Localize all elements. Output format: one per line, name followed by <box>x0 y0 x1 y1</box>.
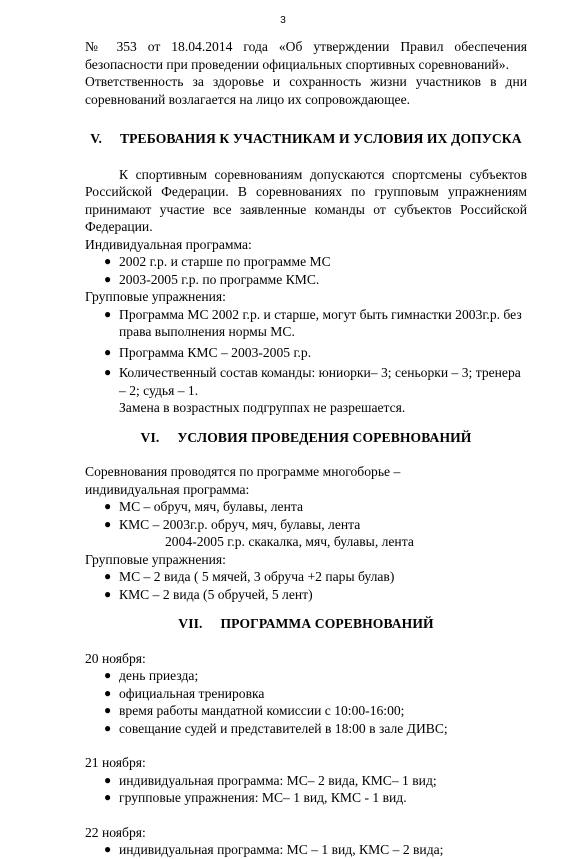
bullet-icon: ● <box>104 842 112 856</box>
bullet-icon: ● <box>104 365 112 379</box>
bullet-icon: ● <box>104 790 112 804</box>
section-6-intro-2: индивидуальная программа: <box>85 481 250 497</box>
section-7-number: VII. <box>178 616 203 631</box>
group-exercises-list <box>85 306 527 400</box>
section-7-heading <box>85 615 527 633</box>
group-exercises-label: Групповые упражнения: <box>85 289 226 304</box>
intro-paragraph-2: Ответственность за здоровье и сохранность жизни участников в дни соревнований возлагается на лицо их сопровождающее. <box>85 74 527 107</box>
day-2-label: 21 ноября: <box>85 755 146 770</box>
section-6-title: УСЛОВИЯ ПРОВЕДЕНИЯ СОРЕВНОВАНИЙ <box>177 429 472 445</box>
list-item: ● Программа КМС – 2003-2005 г.р. <box>104 344 312 360</box>
list-item: ● индивидуальная программа: МС– 2 вида, КМС– 1 вид; <box>104 772 437 788</box>
list-item: ● 2002 г.р. и старше по программе МС <box>104 254 331 269</box>
bullet-icon: ● <box>104 569 112 583</box>
list-item: ● совещание судей и представителей в 18:00 в зале ДИВС; <box>104 720 448 736</box>
section-5-title: ТРЕБОВАНИЯ К УЧАСТНИКАМ И УСЛОВИЯ ИХ ДОПУСКА <box>119 131 522 146</box>
list-item: ● КМС – 2003г.р. обруч, мяч, булавы, лента <box>104 516 361 532</box>
list-item: ● официальная тренировка <box>104 685 265 701</box>
section-7-title: ПРОГРАММА СОРЕВНОВАНИЙ <box>220 616 434 631</box>
list-item: ● время работы мандатной комиссии с 10:00-16:00; <box>104 703 405 718</box>
list-item: ● МС – обруч, мяч, булавы, лента <box>104 499 303 514</box>
list-item: ● индивидуальная программа: МС – 1 вид, КМС – 2 вида; <box>104 842 444 857</box>
list-item: ● Количественный состав команды: юниорки– 3; сеньорки – 3; тренера – 2; судья – 1. <box>104 365 521 398</box>
section-6-number: VI. <box>140 429 160 445</box>
section-5-paragraph: К спортивным соревнованиям допускаются спортсмены субъектов Российской Федерации. В соревнованиях по групповым упражнениям принимают участие все заявленные команды от субъектов Российской Федерации. <box>85 166 527 234</box>
apparatus-list <box>85 498 527 533</box>
day-3-label: 22 ноября: <box>85 824 146 840</box>
section-5-number: V. <box>90 131 102 146</box>
bullet-icon: ● <box>104 586 112 601</box>
bullet-icon: ● <box>104 254 112 268</box>
apparatus-continuation: 2004-2005 г.р. скакалка, мяч, булавы, лента <box>165 534 414 549</box>
bullet-icon: ● <box>104 344 112 359</box>
list-item: ● день приезда; <box>104 668 199 683</box>
intro-paragraph-1: № 353 от 18.04.2014 года «Об утверждении Правил обеспечения безопасности при проведении официальных спортивных соревнований». <box>85 39 527 72</box>
bullet-icon: ● <box>104 499 112 513</box>
list-item: ● 2003-2005 г.р. по программе КМС. <box>104 271 320 287</box>
replacement-note: Замена в возрастных подгруппах не разрешается. <box>119 400 406 415</box>
list-item: ● групповые упражнения: МС– 1 вид, КМС - 1 вид. <box>104 790 407 805</box>
individual-program-list <box>85 253 527 288</box>
bullet-icon: ● <box>104 720 112 735</box>
list-item: ● Программа МС 2002 г.р. и старше, могут быть гимнастки 2003г.р. без права выполнения нормы МС. <box>104 306 522 339</box>
bullet-icon: ● <box>104 516 112 531</box>
bullet-icon: ● <box>104 703 112 717</box>
day-2-list <box>85 772 527 807</box>
list-item: ● МС – 2 вида ( 5 мячей, 3 обруча +2 пары булав) <box>104 569 395 584</box>
day-1-label: 20 ноября: <box>85 650 146 666</box>
document-body <box>85 38 527 859</box>
page-number: 3 <box>280 15 286 26</box>
bullet-icon: ● <box>104 685 112 700</box>
day-3-list <box>85 841 527 859</box>
section-6-group-label: Групповые упражнения: <box>85 551 226 567</box>
bullet-icon: ● <box>104 772 112 787</box>
bullet-icon: ● <box>104 306 112 321</box>
list-item: ● КМС – 2 вида (5 обручей, 5 лент) <box>104 586 313 602</box>
section-6-heading <box>85 429 527 447</box>
section-6-intro-1: Соревнования проводятся по программе многоборье – <box>85 464 401 479</box>
bullet-icon: ● <box>104 668 112 682</box>
bullet-icon: ● <box>104 271 112 286</box>
section-5-heading <box>85 130 527 148</box>
group-apparatus-list <box>85 568 527 603</box>
day-1-list <box>85 667 527 737</box>
individual-program-label: Индивидуальная программа: <box>85 236 252 252</box>
